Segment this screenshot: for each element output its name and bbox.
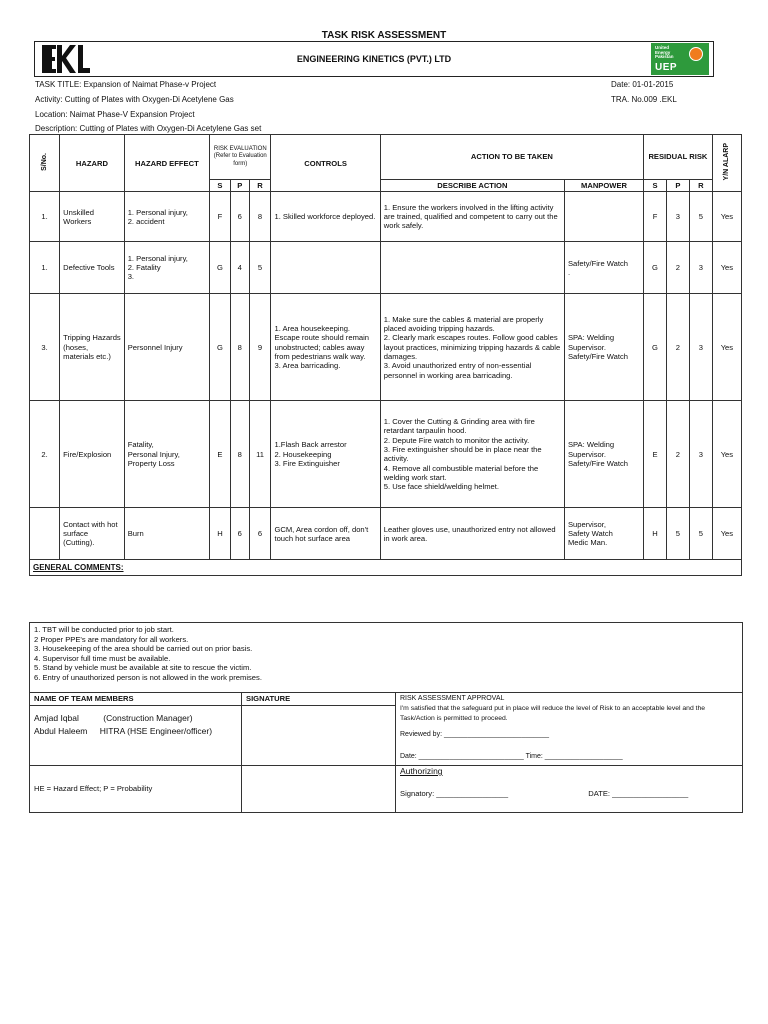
row-severity: G bbox=[210, 242, 231, 294]
description: Description: Cutting of Plates with Oxygen-Di Acetylene Gas set bbox=[35, 124, 262, 133]
row-sno: 3. bbox=[30, 294, 60, 401]
row-hazard: Fire/Explosion bbox=[60, 401, 125, 508]
header-describe-action: DESCRIBE ACTION bbox=[380, 180, 564, 192]
row-hazard: Defective Tools bbox=[60, 242, 125, 294]
approval-cell bbox=[396, 693, 743, 766]
row-residual-severity: G bbox=[644, 242, 667, 294]
signatory-field: Signatory: _________________ bbox=[400, 788, 509, 798]
row-residual-severity: E bbox=[644, 401, 667, 508]
header-residual-risk: RESIDUAL RISK bbox=[644, 135, 713, 180]
row-alarp: Yes bbox=[712, 401, 741, 508]
header-sno: S/No. bbox=[30, 135, 60, 192]
row-residual-risk: 3 bbox=[689, 401, 712, 508]
header-risk-evaluation: RISK EVALUATION (Refer to Evaluation form) bbox=[210, 135, 271, 180]
location: Location: Naimat Phase-V Expansion Project bbox=[35, 110, 195, 119]
date-time-field: Date: ___________________________ Time: ____________________ bbox=[400, 753, 623, 760]
row-manpower: Safety/Fire Watch . bbox=[564, 242, 643, 294]
task-title: TASK TITLE: Expansion of Naimat Phase-v Project bbox=[35, 80, 217, 89]
row-sno: 2. bbox=[30, 401, 60, 508]
header-s: S bbox=[210, 180, 231, 192]
row-severity: E bbox=[210, 401, 231, 508]
note-item: 2 Proper PPE's are mandatory for all workers. bbox=[34, 634, 189, 644]
row-controls bbox=[271, 242, 380, 294]
row-residual-probability: 5 bbox=[666, 508, 689, 560]
row-probability: 6 bbox=[230, 508, 249, 560]
header-r: R bbox=[249, 180, 271, 192]
signature-cell bbox=[242, 706, 396, 766]
uep-logo-small-text: United Energy Pakistan bbox=[655, 45, 674, 59]
row-probability: 4 bbox=[230, 242, 249, 294]
row-residual-risk: 3 bbox=[689, 294, 712, 401]
row-hazard: Unskilled Workers bbox=[60, 192, 125, 242]
header-residual-r: R bbox=[689, 180, 712, 192]
team-members-cell bbox=[30, 706, 242, 766]
row-risk: 5 bbox=[249, 242, 271, 294]
header-residual-s: S bbox=[644, 180, 667, 192]
row-sno bbox=[30, 508, 60, 560]
row-residual-severity: F bbox=[644, 192, 667, 242]
row-sno: 1. bbox=[30, 192, 60, 242]
signatory-line bbox=[400, 789, 738, 799]
row-severity: F bbox=[210, 192, 231, 242]
row-action: 1. Make sure the cables & material are properly placed avoiding tripping hazards. 2. Clearly mark escapes routes. Follow good cables layout practices, minimizing tripping hazards & cable damages. 3. Avoid unauthorized entry of non-essential personnel in working area barricading. bbox=[380, 294, 564, 401]
signature-header: SIGNATURE bbox=[242, 693, 396, 706]
row-action: Leather gloves use, unauthorized entry not allowed in work area. bbox=[380, 508, 564, 560]
row-alarp: Yes bbox=[712, 508, 741, 560]
row-residual-probability: 2 bbox=[666, 401, 689, 508]
header-box bbox=[34, 41, 714, 77]
uep-logo-text: UEP bbox=[655, 62, 678, 73]
tra-number: TRA. No.009 .EKL bbox=[611, 95, 677, 104]
header-action: ACTION TO BE TAKEN bbox=[380, 135, 643, 180]
table-row bbox=[30, 242, 742, 294]
row-residual-risk: 5 bbox=[689, 508, 712, 560]
member-name: Amjad Iqbal bbox=[34, 713, 79, 723]
table-row bbox=[30, 192, 742, 242]
row-risk: 6 bbox=[249, 508, 271, 560]
row-alarp: Yes bbox=[712, 242, 741, 294]
row-hazard-effect: 1. Personal injury, 2. Fatality 3. bbox=[124, 242, 209, 294]
row-hazard: Tripping Hazards (hoses, materials etc.) bbox=[60, 294, 125, 401]
row-controls: GCM, Area cordon off, don't touch hot surface area bbox=[271, 508, 380, 560]
header-p: P bbox=[230, 180, 249, 192]
row-hazard-effect: Fatality, Personal Injury, Property Loss bbox=[124, 401, 209, 508]
row-residual-severity: G bbox=[644, 294, 667, 401]
row-action bbox=[380, 242, 564, 294]
row-controls: 1. Area housekeeping. Escape route should remain unobstructed; cables away from pedestrians walk way. 3. Area barricading. bbox=[271, 294, 380, 401]
row-residual-risk: 5 bbox=[689, 192, 712, 242]
row-residual-probability: 3 bbox=[666, 192, 689, 242]
row-action: 1. Ensure the workers involved in the lifting activity are trained, qualified and competent to carry out the work safely. bbox=[380, 192, 564, 242]
table-row bbox=[30, 401, 742, 508]
member-role: HITRA (HSE Engineer/officer) bbox=[99, 726, 213, 736]
header-hazard: HAZARD bbox=[60, 135, 125, 192]
row-residual-risk: 3 bbox=[689, 242, 712, 294]
legend-cell: HE = Hazard Effect; P = Probability bbox=[30, 766, 242, 813]
row-manpower bbox=[564, 192, 643, 242]
row-alarp: Yes bbox=[712, 192, 741, 242]
note-item: 3. Housekeeping of the area should be carried out on prior basis. bbox=[34, 644, 253, 654]
header-alarp: Y/N ALARP bbox=[712, 135, 741, 192]
auth-date-field: DATE: __________________ bbox=[588, 788, 689, 798]
table-row bbox=[30, 294, 742, 401]
approval-header: RISK ASSESSMENT APPROVAL bbox=[400, 695, 505, 702]
row-hazard-effect: Personnel Injury bbox=[124, 294, 209, 401]
row-manpower: Supervisor, Safety Watch Medic Man. bbox=[564, 508, 643, 560]
row-hazard: Contact with hot surface (Cutting). bbox=[60, 508, 125, 560]
note-item: 4. Supervisor full time must be available. bbox=[34, 653, 171, 663]
note-item: 1. TBT will be conducted prior to job start. bbox=[34, 625, 174, 634]
row-probability: 8 bbox=[230, 401, 249, 508]
row-severity: G bbox=[210, 294, 231, 401]
note-item: 5. Stand by vehicle must be available at site to rescue the victim. bbox=[34, 663, 252, 673]
header-hazard-effect: HAZARD EFFECT bbox=[124, 135, 209, 192]
company-name: ENGINEERING KINETICS (PVT.) LTD bbox=[296, 54, 452, 64]
general-comments: GENERAL COMMENTS: bbox=[30, 560, 742, 576]
row-risk: 11 bbox=[249, 401, 271, 508]
row-residual-probability: 2 bbox=[666, 294, 689, 401]
header-residual-p: P bbox=[666, 180, 689, 192]
row-hazard-effect: Burn bbox=[124, 508, 209, 560]
row-controls: 1. Skilled workforce deployed. bbox=[271, 192, 380, 242]
header-manpower: MANPOWER bbox=[564, 180, 643, 192]
risk-table bbox=[29, 134, 742, 576]
row-severity: H bbox=[210, 508, 231, 560]
document-title: TASK RISK ASSESSMENT bbox=[321, 30, 447, 41]
row-probability: 8 bbox=[230, 294, 249, 401]
row-residual-severity: H bbox=[644, 508, 667, 560]
row-alarp: Yes bbox=[712, 294, 741, 401]
sun-icon bbox=[689, 47, 703, 61]
row-action: 1. Cover the Cutting & Grinding area with fire retardant tarpaulin hood. 2. Depute Fire watch to monitor the activity. 3. Fire extinguisher should be in place near the activity. 4. Remove all combustible material before the welding work start. 5. Use face shield/welding helmet. bbox=[380, 401, 564, 508]
reviewed-by-field: Reviewed by: ___________________________ bbox=[400, 731, 550, 738]
date: Date: 01-01-2015 bbox=[611, 80, 674, 89]
authorizing-signature-cell bbox=[242, 766, 396, 813]
member-name: Abdul Haleem bbox=[34, 726, 88, 736]
row-probability: 6 bbox=[230, 192, 249, 242]
team-member bbox=[34, 712, 237, 725]
row-sno: 1. bbox=[30, 242, 60, 294]
row-manpower: SPA: Welding Supervisor. Safety/Fire Watch bbox=[564, 294, 643, 401]
approval-table bbox=[29, 622, 743, 813]
note-item: 6. Entry of unauthorized person is not allowed in the work premises. bbox=[34, 672, 262, 682]
uep-logo bbox=[651, 43, 709, 75]
member-role: (Construction Manager) bbox=[103, 713, 193, 723]
row-controls: 1.Flash Back arrestor 2. Housekeeping 3. Fire Extinguisher bbox=[271, 401, 380, 508]
row-risk: 9 bbox=[249, 294, 271, 401]
authorizing-label: Authorizing bbox=[400, 766, 443, 776]
row-residual-probability: 2 bbox=[666, 242, 689, 294]
row-hazard-effect: 1. Personal injury, 2. accident bbox=[124, 192, 209, 242]
approval-text: I'm satisfied that the safeguard put in place will reduce the level of Risk to an acceptable level and the Task/Action is permitted to proceed. bbox=[400, 705, 706, 722]
notes-cell bbox=[30, 623, 743, 693]
activity: Activity: Cutting of Plates with Oxygen-Di Acetylene Gas bbox=[35, 95, 234, 104]
row-risk: 8 bbox=[249, 192, 271, 242]
authorizing-cell bbox=[396, 766, 743, 813]
team-members-header: NAME OF TEAM MEMBERS bbox=[30, 693, 242, 706]
row-manpower: SPA: Welding Supervisor. Safety/Fire Watch bbox=[564, 401, 643, 508]
header-controls: CONTROLS bbox=[271, 135, 380, 192]
table-row bbox=[30, 508, 742, 560]
team-member bbox=[34, 725, 237, 738]
